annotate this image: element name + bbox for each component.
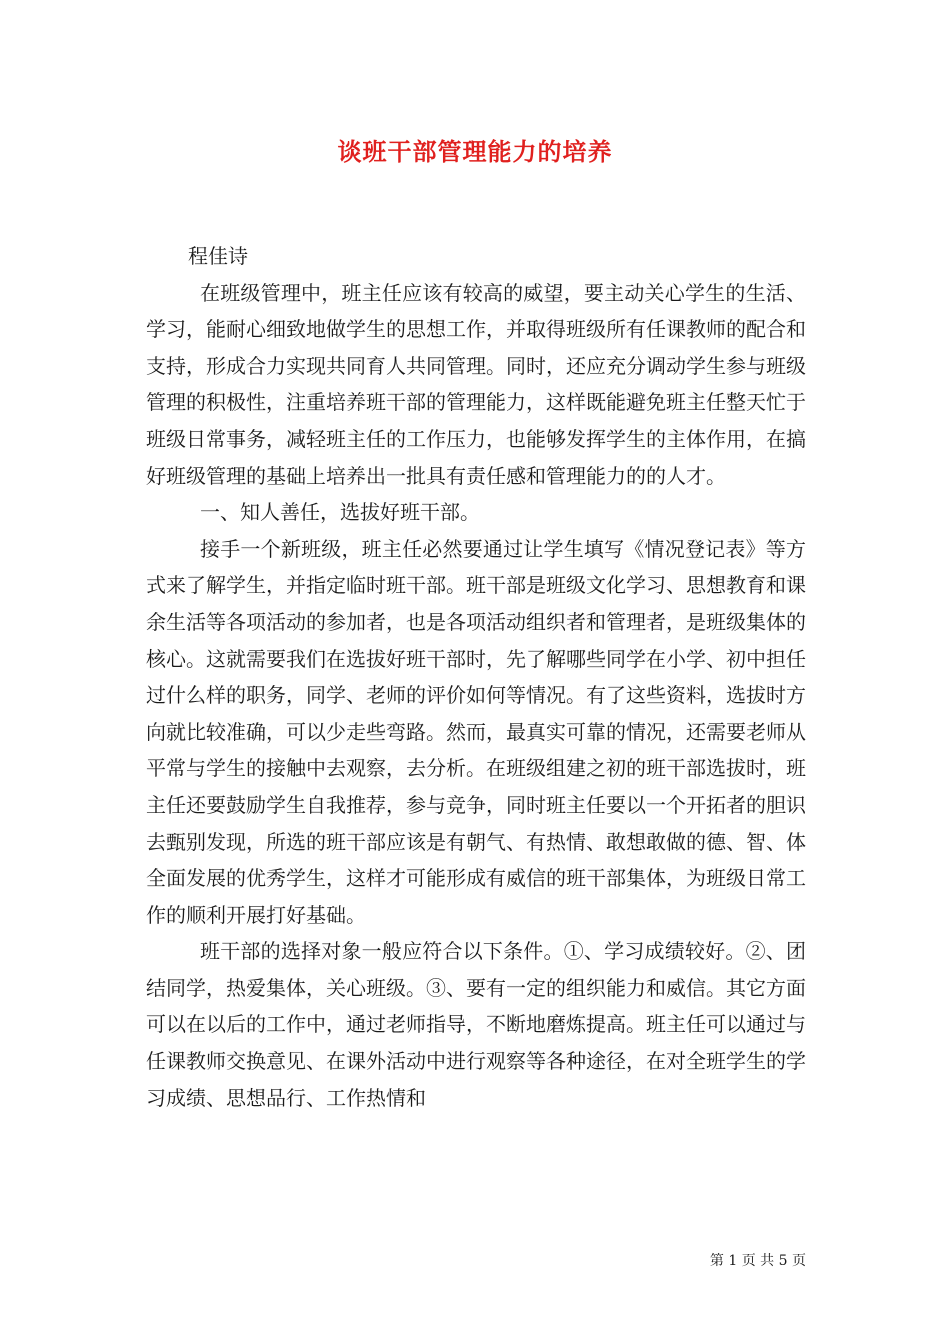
document-body <box>146 238 806 1116</box>
author-name: 程佳诗 <box>188 244 248 268</box>
page-number: 第 1 页 共 5 页 <box>709 1253 806 1269</box>
document-title: 谈班干部管理能力的培养 <box>337 137 613 166</box>
paragraph: 接手一个新班级，班主任必然要通过让学生填写《情况登记表》等方式来了解学生，并指定临时班干部。班干部是班级文化学习、思想教育和课余生活等各项活动的参加者，也是各项活动组织者和管理者，是班级集体的核心。这就需要我们在选拔好班干部时，先了解哪些同学在小学、初中担任过什么样的职务，同学、老师的评价如何等情况。有了这些资料，选拔时方向就比较准确，可以少走些弯路。然而，最真实可靠的情况，还需要老师从平常与学生的接触中去观察，去分析。在班级组建之初的班干部选拔时，班主任还要鼓励学生自我推荐，参与竞争，同时班主任要以一个开拓者的胆识去甄别发现，所选的班干部应该是有朝气、有热情、敢想敢做的德、智、体全面发展的优秀学生，这样才可能形成有威信的班干部集体，为班级日常工作的顺利开展打好基础。 <box>146 536 806 927</box>
section-heading: 一、知人善任，选拔好班干部。 <box>200 500 480 525</box>
paragraph: 班干部的选择对象一般应符合以下条件。①、学习成绩较好。②、团结同学，热爱集体，关心班级。③、要有一定的组织能力和威信。其它方面可以在以后的工作中，通过老师指导，不断地磨炼提高。班主任可以通过与任课教师交换意见、在课外活动中进行观察等各种途径，在对全班学生的学习成绩、思想品行、工作热情和 <box>146 939 806 1110</box>
paragraph: 在班级管理中，班主任应该有较高的威望，要主动关心学生的生活、学习，能耐心细致地做学生的思想工作，并取得班级所有任课教师的配合和支持，形成合力实现共同育人共同管理。同时，还应充分调动学生参与班级管理的积极性，注重培养班干部的管理能力，这样既能避免班主任整天忙于班级日常事务，减轻班主任的工作压力，也能够发挥学生的主体作用，在搞好班级管理的基础上培养出一批具有责任感和管理能力的的人才。 <box>146 280 806 488</box>
